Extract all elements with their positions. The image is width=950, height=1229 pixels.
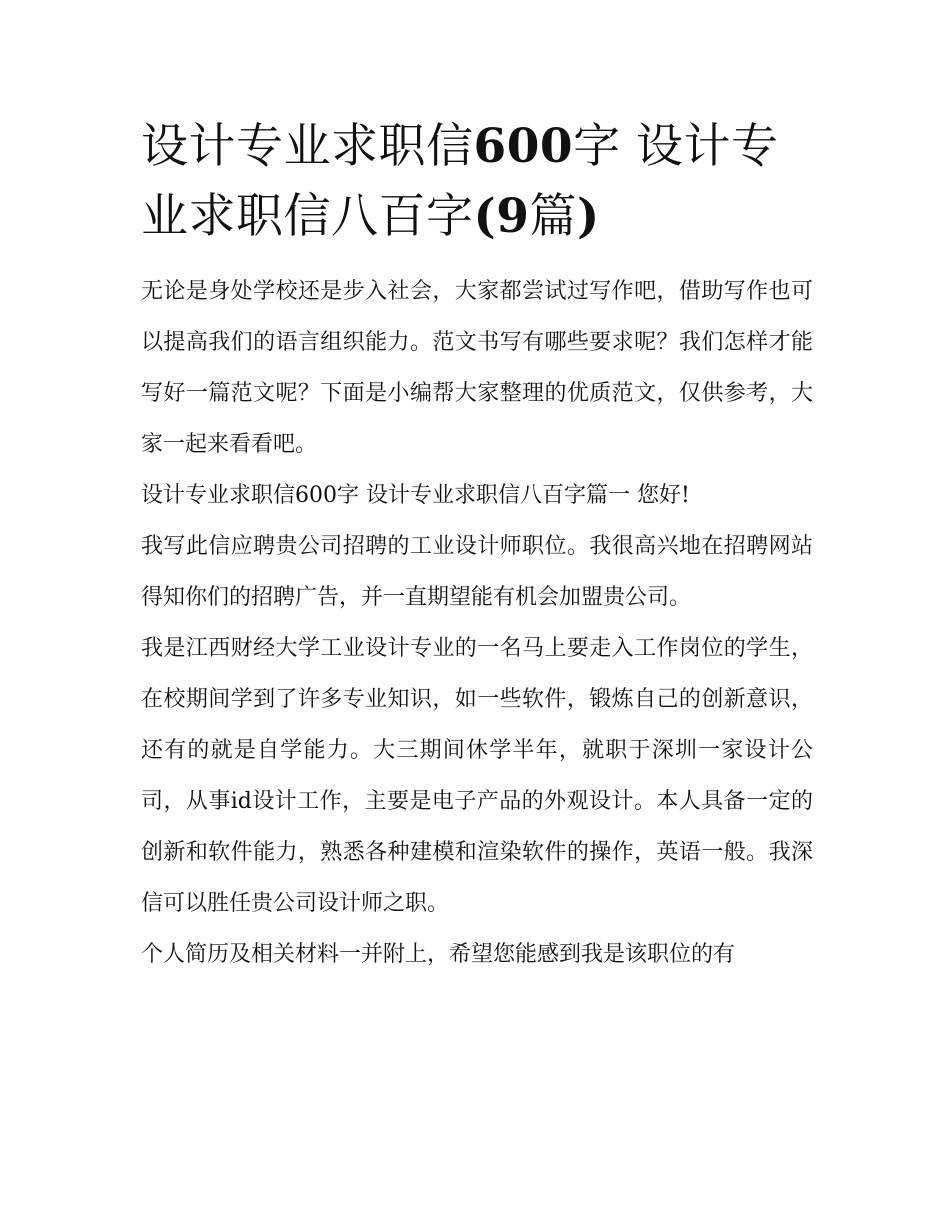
- document-title: 设计专业求职信600字 设计专业求职信八百字(9篇): [141, 119, 779, 244]
- intro-paragraph: 无论是身处学校还是步入社会，大家都尝试过写作吧，借助写作也可以提高我们的语言组织能力。范文书写有哪些要求呢？我们怎样才能写好一篇范文呢？下面是小编帮大家整理的优质范文，仅供参考，大家一起来看看吧。: [141, 279, 813, 457]
- body-paragraph-3: 个人简历及相关材料一并附上，希望您能感到我是该职位的有: [141, 942, 736, 967]
- letter-heading-paragraph: 设计专业求职信600字 设计专业求职信八百字篇一 您好!: [141, 483, 690, 508]
- document-page: [141, 112, 813, 980]
- body-paragraph-2: 我是江西财经大学工业设计专业的一名马上要走入工作岗位的学生，在校期间学到了许多专业知识，如一些软件，锻炼自己的创新意识，还有的就是自学能力。大三期间休学半年，就职于深圳一家设计公司，从事id设计工作，主要是电子产品的外观设计。本人具备一定的创新和软件能力，熟悉各种建模和渲染软件的操作，英语一般。我深信可以胜任贵公司设计师之职。: [141, 636, 813, 916]
- body-paragraph-1: 我写此信应聘贵公司招聘的工业设计师职位。我很高兴地在招聘网站得知你们的招聘广告，并一直期望能有机会加盟贵公司。: [141, 534, 813, 610]
